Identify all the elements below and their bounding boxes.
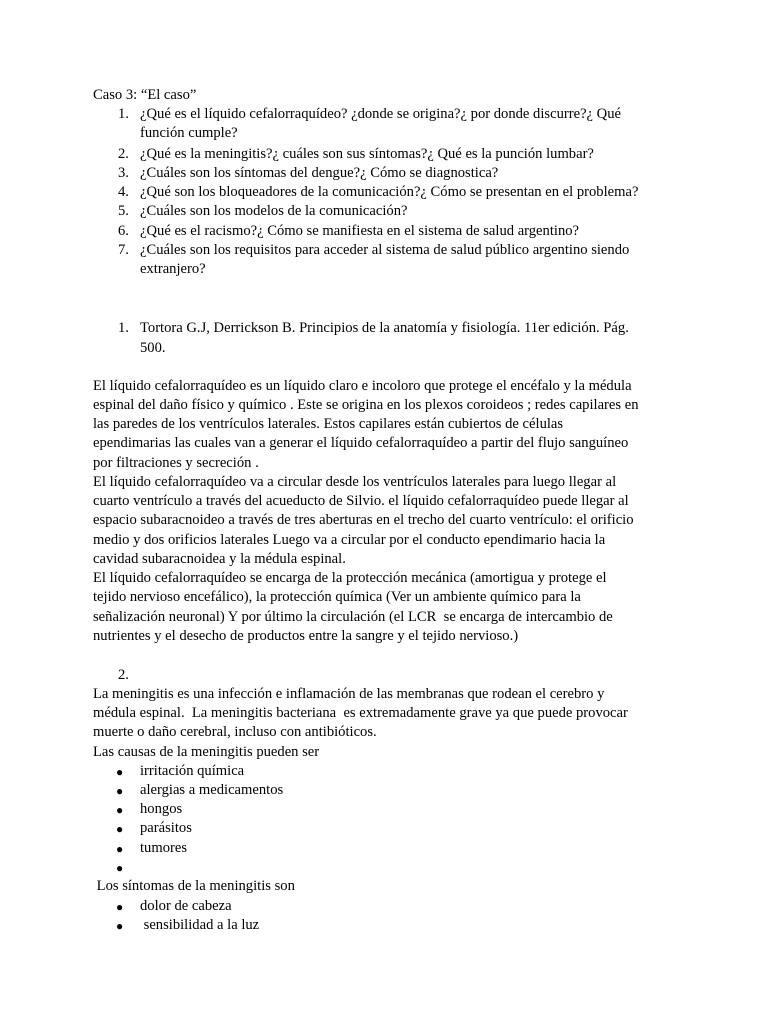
- question-text: ¿Qué es el líquido cefalorraquídeo? ¿donde se origina?¿ por donde discurre?¿ Qué: [140, 106, 621, 122]
- bullet-icon: ●: [116, 822, 124, 836]
- symptom-item: sensibilidad a la luz: [140, 917, 260, 933]
- question-number: 7.: [118, 242, 129, 258]
- cause-item: irritación química: [140, 763, 245, 779]
- answer1-line: señalización neuronal) Y por último la circulación (el LCR se encarga de intercambio de: [93, 609, 613, 625]
- answer2-line: Las causas de la meningitis pueden ser: [93, 744, 320, 760]
- question-text: ¿Qué son los bloqueadores de la comunicación?¿ Cómo se presentan en el problema?: [140, 184, 639, 200]
- cause-item: tumores: [140, 840, 188, 856]
- answer1-line: ependimarias las cuales van a generar el líquido cefalorraquídeo a partir del flujo sanguíneo: [93, 435, 629, 451]
- cause-item: alergias a medicamentos: [140, 782, 284, 798]
- question-text: ¿Cuáles son los requisitos para acceder al sistema de salud público argentino siendo: [140, 242, 630, 258]
- bullet-icon: ●: [116, 900, 124, 914]
- answer1-line: cuarto ventrículo a través del acueducto de Silvio. el líquido cefalorraquídeo puede llegar al: [93, 493, 629, 509]
- answer1-line: las paredes de los ventrículos laterales. Estos capilares están cubiertos de células: [93, 416, 564, 432]
- cause-item: parásitos: [140, 820, 192, 836]
- answer2-line: muerte o daño cerebral, incluso con antibióticos.: [93, 724, 377, 740]
- question-number: 6.: [118, 223, 129, 239]
- bullet-icon: ●: [116, 842, 124, 856]
- answer1-line: El líquido cefalorraquídeo es un líquido claro e incoloro que protege el encéfalo y la médula: [93, 378, 632, 394]
- answer1-line: cavidad subaracnoidea y la médula espinal.: [93, 551, 346, 567]
- answer1-line: El líquido cefalorraquídeo va a circular desde los ventrículos laterales para luego llegar al: [93, 474, 617, 490]
- answer1-line: por filtraciones y secreción .: [93, 455, 259, 471]
- bullet-icon: ●: [116, 861, 124, 875]
- bullet-icon: ●: [116, 919, 124, 933]
- reference-text: 500.: [140, 340, 166, 356]
- reference-number: 1.: [118, 320, 129, 336]
- question-text: extranjero?: [140, 261, 206, 277]
- symptom-item: dolor de cabeza: [140, 898, 232, 914]
- question-number: 5.: [118, 203, 129, 219]
- symptoms-heading: Los síntomas de la meningitis son: [93, 878, 295, 894]
- answer2-line: médula espinal. La meningitis bacteriana es extremadamente grave ya que puede provocar: [93, 705, 628, 721]
- question-number: 3.: [118, 165, 129, 181]
- answer1-line: espinal del daño físico y químico . Este se origina en los plexos coroideos ; redes capilares en: [93, 397, 639, 413]
- bullet-icon: ●: [116, 803, 124, 817]
- answer1-line: El líquido cefalorraquídeo se encarga de la protección mecánica (amortigua y protege el: [93, 570, 607, 586]
- answer2-line: La meningitis es una infección e inflamación de las membranas que rodean el cerebro y: [93, 686, 605, 702]
- question-number: 1.: [118, 106, 129, 122]
- case-title: Caso 3: “El caso”: [93, 87, 197, 103]
- bullet-icon: ●: [116, 765, 124, 779]
- question-text: ¿Cuáles son los síntomas del dengue?¿ Cómo se diagnostica?: [140, 165, 499, 181]
- question-text: ¿Cuáles son los modelos de la comunicación?: [140, 203, 408, 219]
- question-text: función cumple?: [140, 125, 238, 141]
- question-text: ¿Qué es la meningitis?¿ cuáles son sus síntomas?¿ Qué es la punción lumbar?: [140, 146, 594, 162]
- answer1-line: medio y dos orificios laterales Luego va a circular por el conducto ependimario hacia la: [93, 532, 606, 548]
- question-number: 2.: [118, 146, 129, 162]
- question-number: 4.: [118, 184, 129, 200]
- reference-text: Tortora G.J, Derrickson B. Principios de la anatomía y fisiología. 11er edición. Pág.: [140, 320, 629, 336]
- answer2-number: 2.: [118, 667, 129, 683]
- answer1-line: tejido nervioso encefálico), la protección química (Ver un ambiente químico para la: [93, 589, 581, 605]
- answer1-line: espacio subaracnoideo a través de tres aberturas en el trecho del cuarto ventrículo: el orificio: [93, 512, 634, 528]
- answer1-line: nutrientes y el desecho de productos entre la sangre y el tejido nervioso.): [93, 628, 519, 644]
- question-text: ¿Qué es el racismo?¿ Cómo se manifiesta en el sistema de salud argentino?: [140, 223, 580, 239]
- cause-item: hongos: [140, 801, 183, 817]
- bullet-icon: ●: [116, 784, 124, 798]
